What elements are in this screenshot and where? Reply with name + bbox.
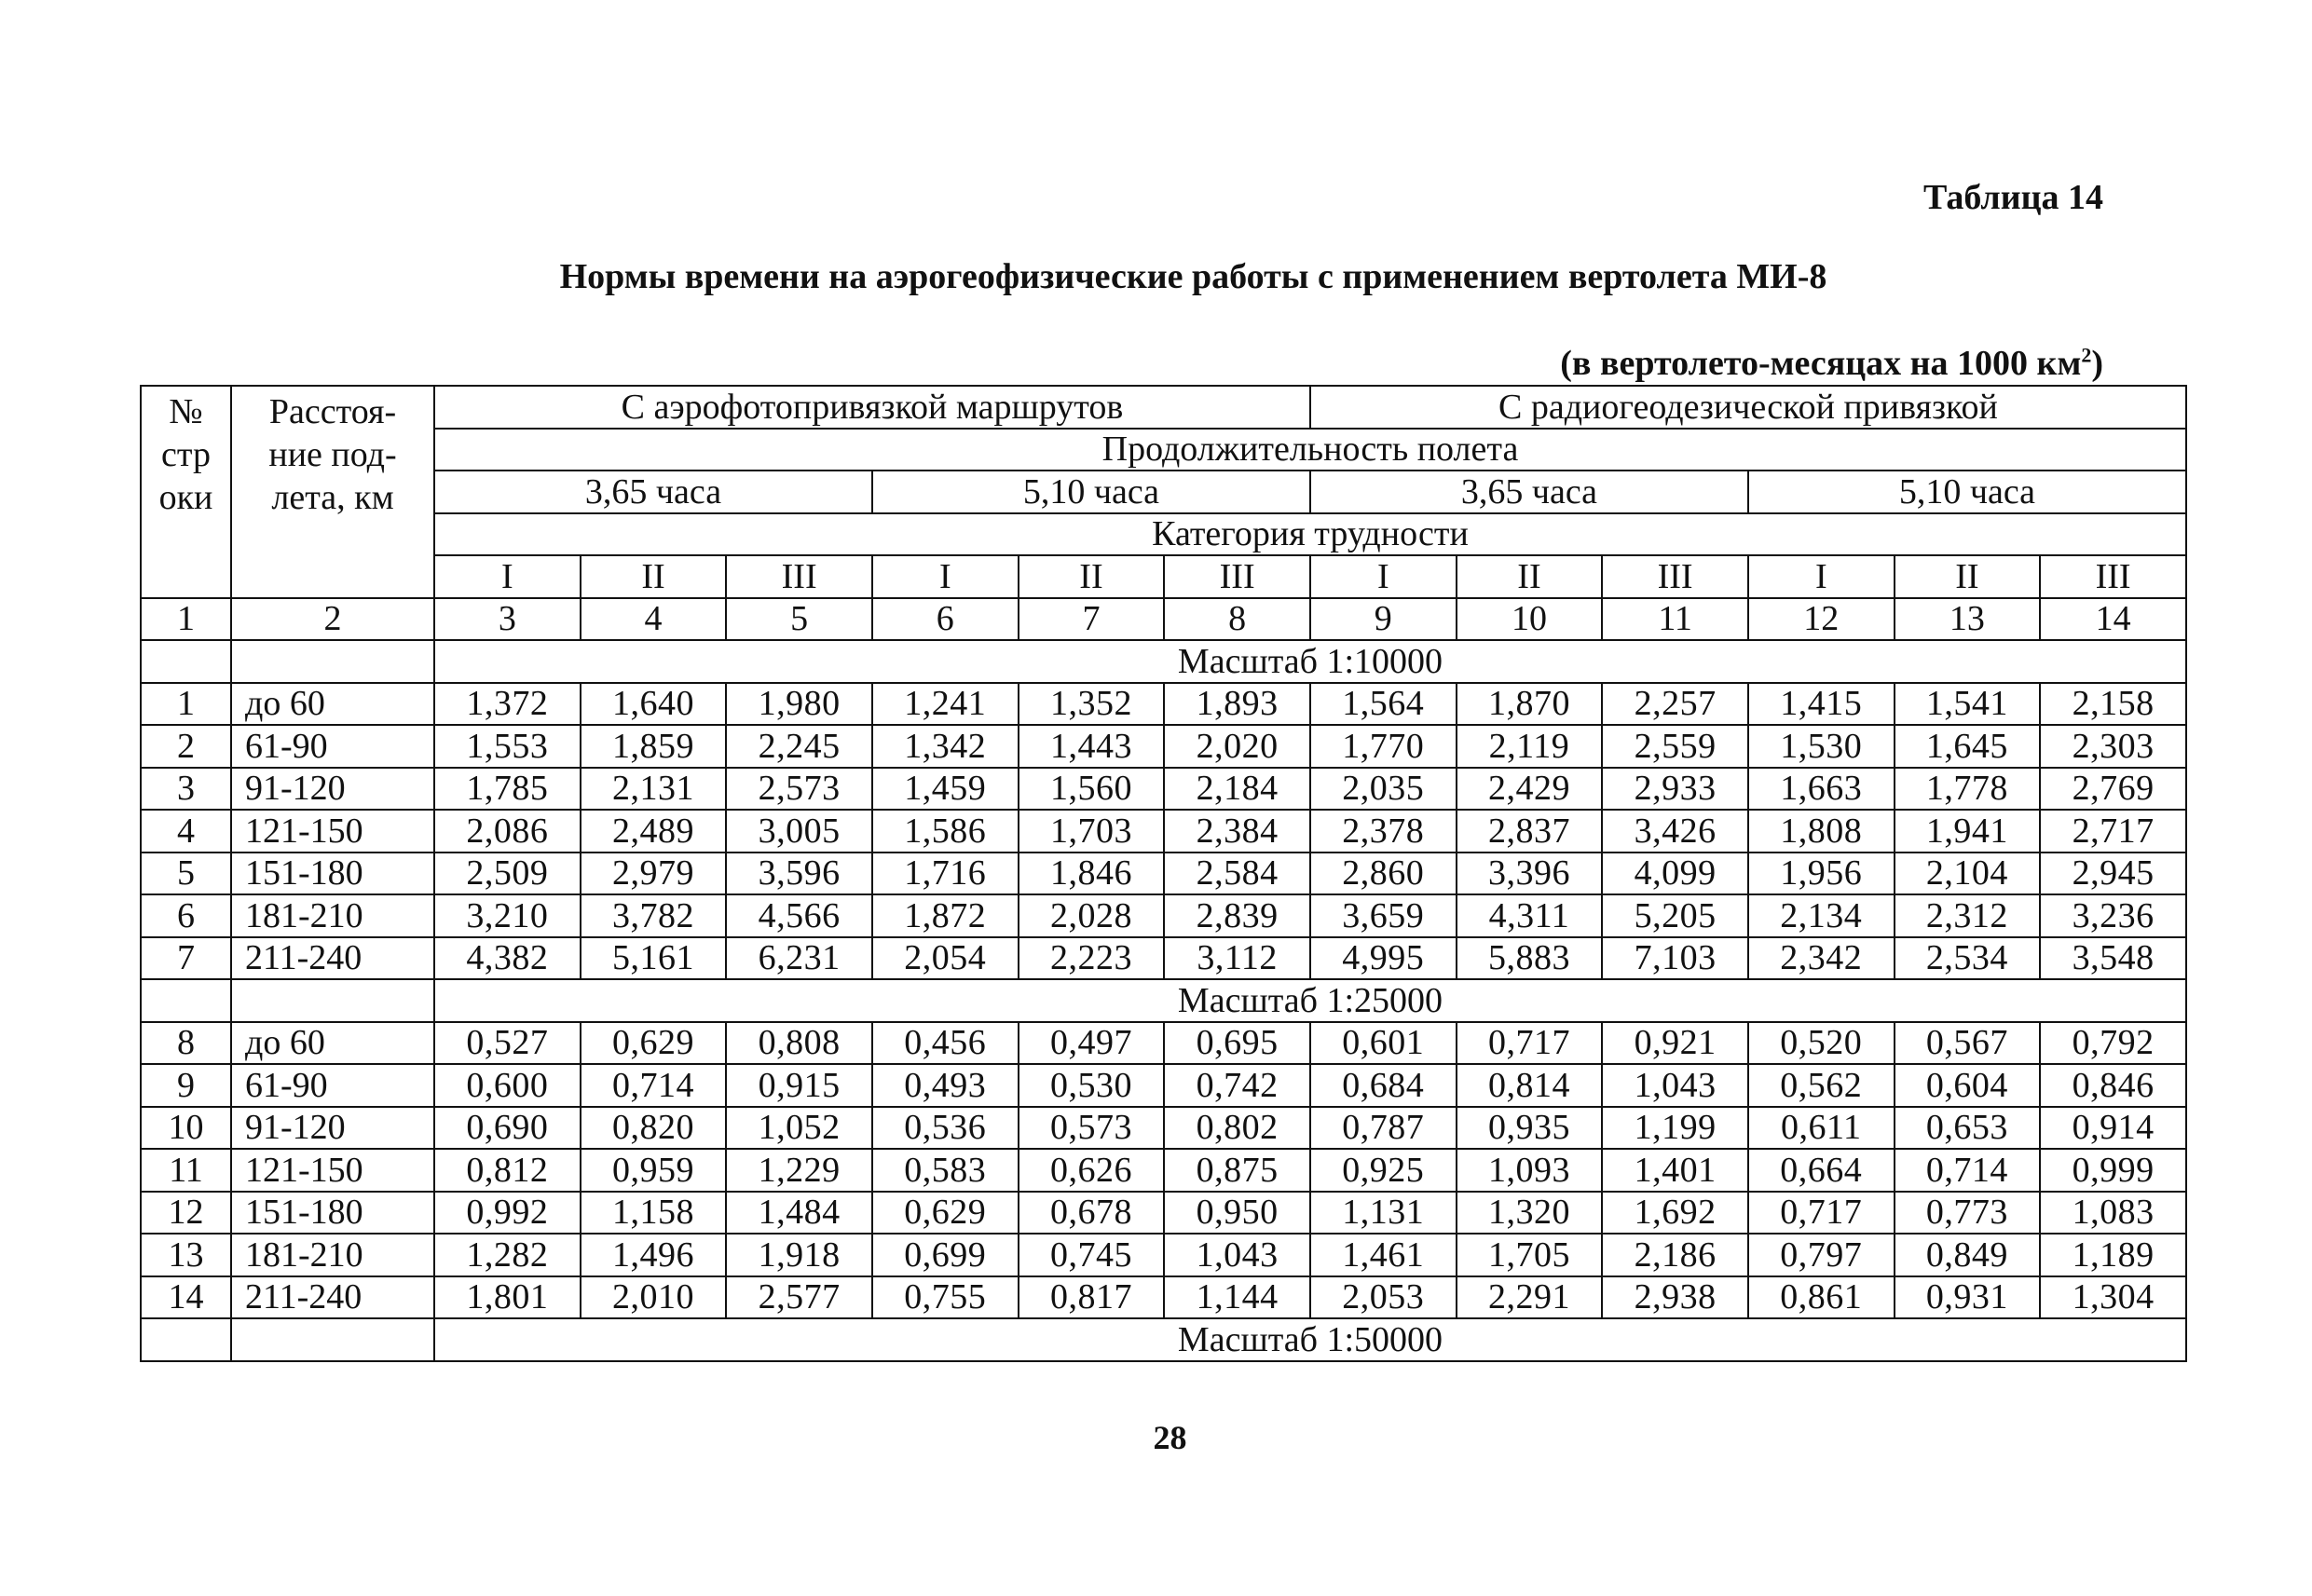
row-number-cell: 1 — [141, 683, 231, 726]
value-cell: 2,769 — [2040, 768, 2186, 811]
column-number: 9 — [1310, 598, 1457, 641]
table-label: Таблица 14 — [1922, 178, 2103, 217]
value-cell: 0,583 — [872, 1149, 1019, 1192]
value-cell: 1,808 — [1748, 810, 1895, 853]
value-cell: 1,870 — [1457, 683, 1603, 726]
value-cell: 1,352 — [1019, 683, 1165, 726]
value-cell: 1,980 — [726, 683, 872, 726]
value-cell: 0,817 — [1019, 1276, 1165, 1319]
row-number-header-line: оки — [158, 478, 213, 517]
value-cell: 4,099 — [1602, 853, 1748, 895]
group-header-radiogeodetic: С радиогеодезической привязкой — [1310, 386, 2186, 429]
duration-header: 5,10 часа — [872, 471, 1310, 513]
value-cell: 1,663 — [1748, 768, 1895, 811]
value-cell: 0,573 — [1019, 1107, 1165, 1150]
value-cell: 0,717 — [1457, 1022, 1603, 1065]
value-cell: 5,161 — [581, 937, 727, 980]
value-cell: 2,860 — [1310, 853, 1457, 895]
value-cell: 2,245 — [726, 725, 872, 768]
value-cell: 1,342 — [872, 725, 1019, 768]
value-cell: 0,497 — [1019, 1022, 1165, 1065]
value-cell: 1,553 — [434, 725, 581, 768]
value-cell: 1,131 — [1310, 1192, 1457, 1235]
value-cell: 2,303 — [2040, 725, 2186, 768]
value-cell: 2,086 — [434, 810, 581, 853]
distance-cell: 91-120 — [231, 1107, 434, 1150]
distance-header-line: ние под- — [268, 435, 397, 474]
value-cell: 1,770 — [1310, 725, 1457, 768]
value-cell: 6,231 — [726, 937, 872, 980]
distance-header-line: лета, км — [271, 478, 394, 517]
value-cell: 1,560 — [1019, 768, 1165, 811]
value-cell: 0,456 — [872, 1022, 1019, 1065]
value-cell: 1,083 — [2040, 1192, 2186, 1235]
row-number-cell: 9 — [141, 1064, 231, 1107]
value-cell: 2,131 — [581, 768, 727, 811]
table-row — [141, 1107, 2186, 1150]
value-cell: 3,782 — [581, 894, 727, 937]
value-cell: 7,103 — [1602, 937, 1748, 980]
category-header: I — [1310, 555, 1457, 598]
value-cell: 1,941 — [1895, 810, 2041, 853]
row-number-cell: 11 — [141, 1149, 231, 1192]
value-cell: 2,717 — [2040, 810, 2186, 853]
value-cell: 1,282 — [434, 1234, 581, 1276]
value-cell: 1,052 — [726, 1107, 872, 1150]
distance-cell: до 60 — [231, 683, 434, 726]
table-row — [141, 894, 2186, 937]
value-cell: 1,459 — [872, 768, 1019, 811]
value-cell: 1,189 — [2040, 1234, 2186, 1276]
value-cell: 2,223 — [1019, 937, 1165, 980]
norms-table — [140, 385, 2187, 1362]
column-number: 7 — [1019, 598, 1165, 641]
value-cell: 4,995 — [1310, 937, 1457, 980]
value-cell: 0,950 — [1164, 1192, 1310, 1235]
distance-cell: 121-150 — [231, 810, 434, 853]
column-number: 5 — [726, 598, 872, 641]
value-cell: 2,534 — [1895, 937, 2041, 980]
value-cell: 1,093 — [1457, 1149, 1603, 1192]
value-cell: 0,611 — [1748, 1107, 1895, 1150]
value-cell: 1,496 — [581, 1234, 727, 1276]
row-number-cell: 8 — [141, 1022, 231, 1065]
column-number: 11 — [1602, 598, 1748, 641]
column-number: 14 — [2040, 598, 2186, 641]
distance-cell: 151-180 — [231, 853, 434, 895]
header-row-difficulty — [141, 513, 2186, 556]
table-row — [141, 810, 2186, 853]
value-cell: 1,778 — [1895, 768, 2041, 811]
value-cell: 3,596 — [726, 853, 872, 895]
column-number: 10 — [1457, 598, 1603, 641]
table-row — [141, 1022, 2186, 1065]
value-cell: 0,935 — [1457, 1107, 1603, 1150]
column-number: 8 — [1164, 598, 1310, 641]
value-cell: 2,384 — [1164, 810, 1310, 853]
page-number: 28 — [1153, 1419, 1187, 1456]
value-cell: 0,714 — [1895, 1149, 2041, 1192]
value-cell: 0,773 — [1895, 1192, 2041, 1235]
value-cell: 0,604 — [1895, 1064, 2041, 1107]
value-cell: 0,849 — [1895, 1234, 2041, 1276]
value-cell: 0,653 — [1895, 1107, 2041, 1150]
value-cell: 0,812 — [434, 1149, 581, 1192]
units-note — [1560, 343, 2103, 384]
value-cell: 1,872 — [872, 894, 1019, 937]
table-row — [141, 853, 2186, 895]
value-cell: 1,716 — [872, 853, 1019, 895]
scale-row — [141, 640, 2186, 683]
value-cell: 4,311 — [1457, 894, 1603, 937]
value-cell: 0,695 — [1164, 1022, 1310, 1065]
duration-header: 5,10 часа — [1748, 471, 2186, 513]
value-cell: 1,692 — [1602, 1192, 1748, 1235]
units-note-text: (в вертолето-месяцах на 1000 км — [1560, 344, 2082, 383]
value-cell: 2,054 — [872, 937, 1019, 980]
value-cell: 0,527 — [434, 1022, 581, 1065]
row-number-cell: 2 — [141, 725, 231, 768]
value-cell: 1,372 — [434, 683, 581, 726]
value-cell: 0,931 — [1895, 1276, 2041, 1319]
scale-row — [141, 979, 2186, 1022]
table-row — [141, 937, 2186, 980]
value-cell: 1,484 — [726, 1192, 872, 1235]
table-row — [141, 1149, 2186, 1192]
row-number-cell: 7 — [141, 937, 231, 980]
value-cell: 0,861 — [1748, 1276, 1895, 1319]
empty-cell — [141, 1318, 231, 1361]
table-row — [141, 683, 2186, 726]
value-cell: 5,205 — [1602, 894, 1748, 937]
units-superscript: 2 — [2081, 343, 2092, 367]
value-cell: 1,564 — [1310, 683, 1457, 726]
column-number: 1 — [141, 598, 231, 641]
value-cell: 0,629 — [872, 1192, 1019, 1235]
row-number-cell: 4 — [141, 810, 231, 853]
value-cell: 2,378 — [1310, 810, 1457, 853]
value-cell: 2,134 — [1748, 894, 1895, 937]
value-cell: 0,814 — [1457, 1064, 1603, 1107]
table-row — [141, 768, 2186, 811]
column-number: 3 — [434, 598, 581, 641]
value-cell: 2,020 — [1164, 725, 1310, 768]
value-cell: 2,979 — [581, 853, 727, 895]
value-cell: 2,035 — [1310, 768, 1457, 811]
value-cell: 1,043 — [1602, 1064, 1748, 1107]
value-cell: 0,684 — [1310, 1064, 1457, 1107]
category-header: I — [434, 555, 581, 598]
value-cell: 2,010 — [581, 1276, 727, 1319]
value-cell: 1,443 — [1019, 725, 1165, 768]
value-cell: 1,320 — [1457, 1192, 1603, 1235]
value-cell: 2,104 — [1895, 853, 2041, 895]
value-cell: 3,005 — [726, 810, 872, 853]
value-cell: 0,536 — [872, 1107, 1019, 1150]
flight-duration-header: Продолжительность полета — [434, 429, 2186, 471]
distance-header — [231, 386, 434, 598]
row-number-cell: 3 — [141, 768, 231, 811]
value-cell: 2,291 — [1457, 1276, 1603, 1319]
value-cell: 2,342 — [1748, 937, 1895, 980]
value-cell: 2,158 — [2040, 683, 2186, 726]
empty-cell — [231, 640, 434, 683]
distance-cell: 121-150 — [231, 1149, 434, 1192]
value-cell: 0,999 — [2040, 1149, 2186, 1192]
value-cell: 0,846 — [2040, 1064, 2186, 1107]
value-cell: 1,530 — [1748, 725, 1895, 768]
row-number-header-line: № — [169, 392, 203, 431]
value-cell: 1,415 — [1748, 683, 1895, 726]
category-header: II — [581, 555, 727, 598]
scale-label: Масштаб 1:10000 — [434, 640, 2186, 683]
category-header: II — [1457, 555, 1603, 598]
document-title: Нормы времени на аэрогеофизические работы с применением вертолета МИ-8 — [559, 257, 1827, 296]
value-cell: 4,566 — [726, 894, 872, 937]
value-cell: 1,893 — [1164, 683, 1310, 726]
value-cell: 0,699 — [872, 1234, 1019, 1276]
value-cell: 2,559 — [1602, 725, 1748, 768]
value-cell: 2,577 — [726, 1276, 872, 1319]
value-cell: 2,938 — [1602, 1276, 1748, 1319]
scale-label: Масштаб 1:25000 — [434, 979, 2186, 1022]
table-row — [141, 1276, 2186, 1319]
category-header: I — [1748, 555, 1895, 598]
value-cell: 2,945 — [2040, 853, 2186, 895]
category-header: III — [1164, 555, 1310, 598]
distance-header-line: Расстоя- — [268, 392, 397, 431]
header-row-flight-duration — [141, 429, 2186, 471]
value-cell: 1,801 — [434, 1276, 581, 1319]
value-cell: 0,493 — [872, 1064, 1019, 1107]
units-note-close: ) — [2091, 344, 2103, 383]
value-cell: 0,567 — [1895, 1022, 2041, 1065]
row-number-cell: 14 — [141, 1276, 231, 1319]
table-row — [141, 1064, 2186, 1107]
category-header: II — [1019, 555, 1165, 598]
value-cell: 0,629 — [581, 1022, 727, 1065]
value-cell: 0,600 — [434, 1064, 581, 1107]
value-cell: 1,918 — [726, 1234, 872, 1276]
scale-row — [141, 1318, 2186, 1361]
value-cell: 5,883 — [1457, 937, 1603, 980]
value-cell: 0,797 — [1748, 1234, 1895, 1276]
value-cell: 0,745 — [1019, 1234, 1165, 1276]
value-cell: 2,053 — [1310, 1276, 1457, 1319]
value-cell: 1,846 — [1019, 853, 1165, 895]
value-cell: 2,257 — [1602, 683, 1748, 726]
value-cell: 1,461 — [1310, 1234, 1457, 1276]
row-number-cell: 12 — [141, 1192, 231, 1235]
header-row-column-numbers — [141, 598, 2186, 641]
value-cell: 0,802 — [1164, 1107, 1310, 1150]
value-cell: 1,229 — [726, 1149, 872, 1192]
value-cell: 3,236 — [2040, 894, 2186, 937]
value-cell: 0,626 — [1019, 1149, 1165, 1192]
category-header: I — [872, 555, 1019, 598]
value-cell: 0,787 — [1310, 1107, 1457, 1150]
value-cell: 2,573 — [726, 768, 872, 811]
value-cell: 1,401 — [1602, 1149, 1748, 1192]
value-cell: 1,541 — [1895, 683, 2041, 726]
value-cell: 0,742 — [1164, 1064, 1310, 1107]
value-cell: 2,509 — [434, 853, 581, 895]
value-cell: 3,210 — [434, 894, 581, 937]
value-cell: 1,199 — [1602, 1107, 1748, 1150]
row-number-cell: 6 — [141, 894, 231, 937]
value-cell: 0,562 — [1748, 1064, 1895, 1107]
value-cell: 2,186 — [1602, 1234, 1748, 1276]
distance-cell: 91-120 — [231, 768, 434, 811]
value-cell: 2,429 — [1457, 768, 1603, 811]
distance-cell: 151-180 — [231, 1192, 434, 1235]
distance-cell: 181-210 — [231, 894, 434, 937]
value-cell: 0,921 — [1602, 1022, 1748, 1065]
header-row-categories — [141, 555, 2186, 598]
table-row — [141, 1192, 2186, 1235]
duration-header: 3,65 часа — [434, 471, 872, 513]
value-cell: 2,933 — [1602, 768, 1748, 811]
value-cell: 3,548 — [2040, 937, 2186, 980]
value-cell: 1,144 — [1164, 1276, 1310, 1319]
value-cell: 0,664 — [1748, 1149, 1895, 1192]
value-cell: 0,914 — [2040, 1107, 2186, 1150]
row-number-cell: 10 — [141, 1107, 231, 1150]
value-cell: 1,241 — [872, 683, 1019, 726]
row-number-header — [141, 386, 231, 598]
value-cell: 0,717 — [1748, 1192, 1895, 1235]
value-cell: 0,530 — [1019, 1064, 1165, 1107]
column-number: 4 — [581, 598, 727, 641]
value-cell: 1,703 — [1019, 810, 1165, 853]
row-number-header-line: стр — [161, 435, 211, 474]
value-cell: 0,992 — [434, 1192, 581, 1235]
value-cell: 0,714 — [581, 1064, 727, 1107]
value-cell: 0,678 — [1019, 1192, 1165, 1235]
column-number: 2 — [231, 598, 434, 641]
category-header: III — [2040, 555, 2186, 598]
distance-cell: до 60 — [231, 1022, 434, 1065]
value-cell: 2,839 — [1164, 894, 1310, 937]
value-cell: 0,820 — [581, 1107, 727, 1150]
distance-cell: 211-240 — [231, 937, 434, 980]
value-cell: 1,640 — [581, 683, 727, 726]
value-cell: 1,043 — [1164, 1234, 1310, 1276]
row-number-cell: 5 — [141, 853, 231, 895]
category-header: II — [1895, 555, 2041, 598]
value-cell: 1,645 — [1895, 725, 2041, 768]
table-row — [141, 725, 2186, 768]
category-header: III — [1602, 555, 1748, 598]
value-cell: 3,396 — [1457, 853, 1603, 895]
duration-header: 3,65 часа — [1310, 471, 1748, 513]
norms-table-body — [141, 386, 2186, 1361]
row-number-cell: 13 — [141, 1234, 231, 1276]
value-cell: 2,584 — [1164, 853, 1310, 895]
table-row — [141, 1234, 2186, 1276]
distance-cell: 211-240 — [231, 1276, 434, 1319]
value-cell: 0,755 — [872, 1276, 1019, 1319]
value-cell: 0,808 — [726, 1022, 872, 1065]
value-cell: 0,925 — [1310, 1149, 1457, 1192]
value-cell: 3,426 — [1602, 810, 1748, 853]
empty-cell — [231, 1318, 434, 1361]
value-cell: 2,312 — [1895, 894, 2041, 937]
value-cell: 1,304 — [2040, 1276, 2186, 1319]
empty-cell — [231, 979, 434, 1022]
value-cell: 1,158 — [581, 1192, 727, 1235]
value-cell: 4,382 — [434, 937, 581, 980]
value-cell: 2,837 — [1457, 810, 1603, 853]
value-cell: 2,028 — [1019, 894, 1165, 937]
value-cell: 0,690 — [434, 1107, 581, 1150]
value-cell: 2,184 — [1164, 768, 1310, 811]
category-header: III — [726, 555, 872, 598]
value-cell: 0,792 — [2040, 1022, 2186, 1065]
value-cell: 1,859 — [581, 725, 727, 768]
value-cell: 0,959 — [581, 1149, 727, 1192]
value-cell: 3,112 — [1164, 937, 1310, 980]
value-cell: 0,915 — [726, 1064, 872, 1107]
header-row-groups — [141, 386, 2186, 429]
value-cell: 1,956 — [1748, 853, 1895, 895]
value-cell: 3,659 — [1310, 894, 1457, 937]
value-cell: 0,601 — [1310, 1022, 1457, 1065]
value-cell: 1,785 — [434, 768, 581, 811]
value-cell: 1,586 — [872, 810, 1019, 853]
value-cell: 0,875 — [1164, 1149, 1310, 1192]
difficulty-header: Категория трудности — [434, 513, 2186, 556]
value-cell: 0,520 — [1748, 1022, 1895, 1065]
scale-label: Масштаб 1:50000 — [434, 1318, 2186, 1361]
column-number: 6 — [872, 598, 1019, 641]
empty-cell — [141, 640, 231, 683]
header-row-durations — [141, 471, 2186, 513]
value-cell: 2,489 — [581, 810, 727, 853]
column-number: 13 — [1895, 598, 2041, 641]
value-cell: 1,705 — [1457, 1234, 1603, 1276]
distance-cell: 61-90 — [231, 725, 434, 768]
value-cell: 2,119 — [1457, 725, 1603, 768]
distance-cell: 181-210 — [231, 1234, 434, 1276]
distance-cell: 61-90 — [231, 1064, 434, 1107]
empty-cell — [141, 979, 231, 1022]
group-header-aerophoto: С аэрофотопривязкой маршрутов — [434, 386, 1310, 429]
column-number: 12 — [1748, 598, 1895, 641]
